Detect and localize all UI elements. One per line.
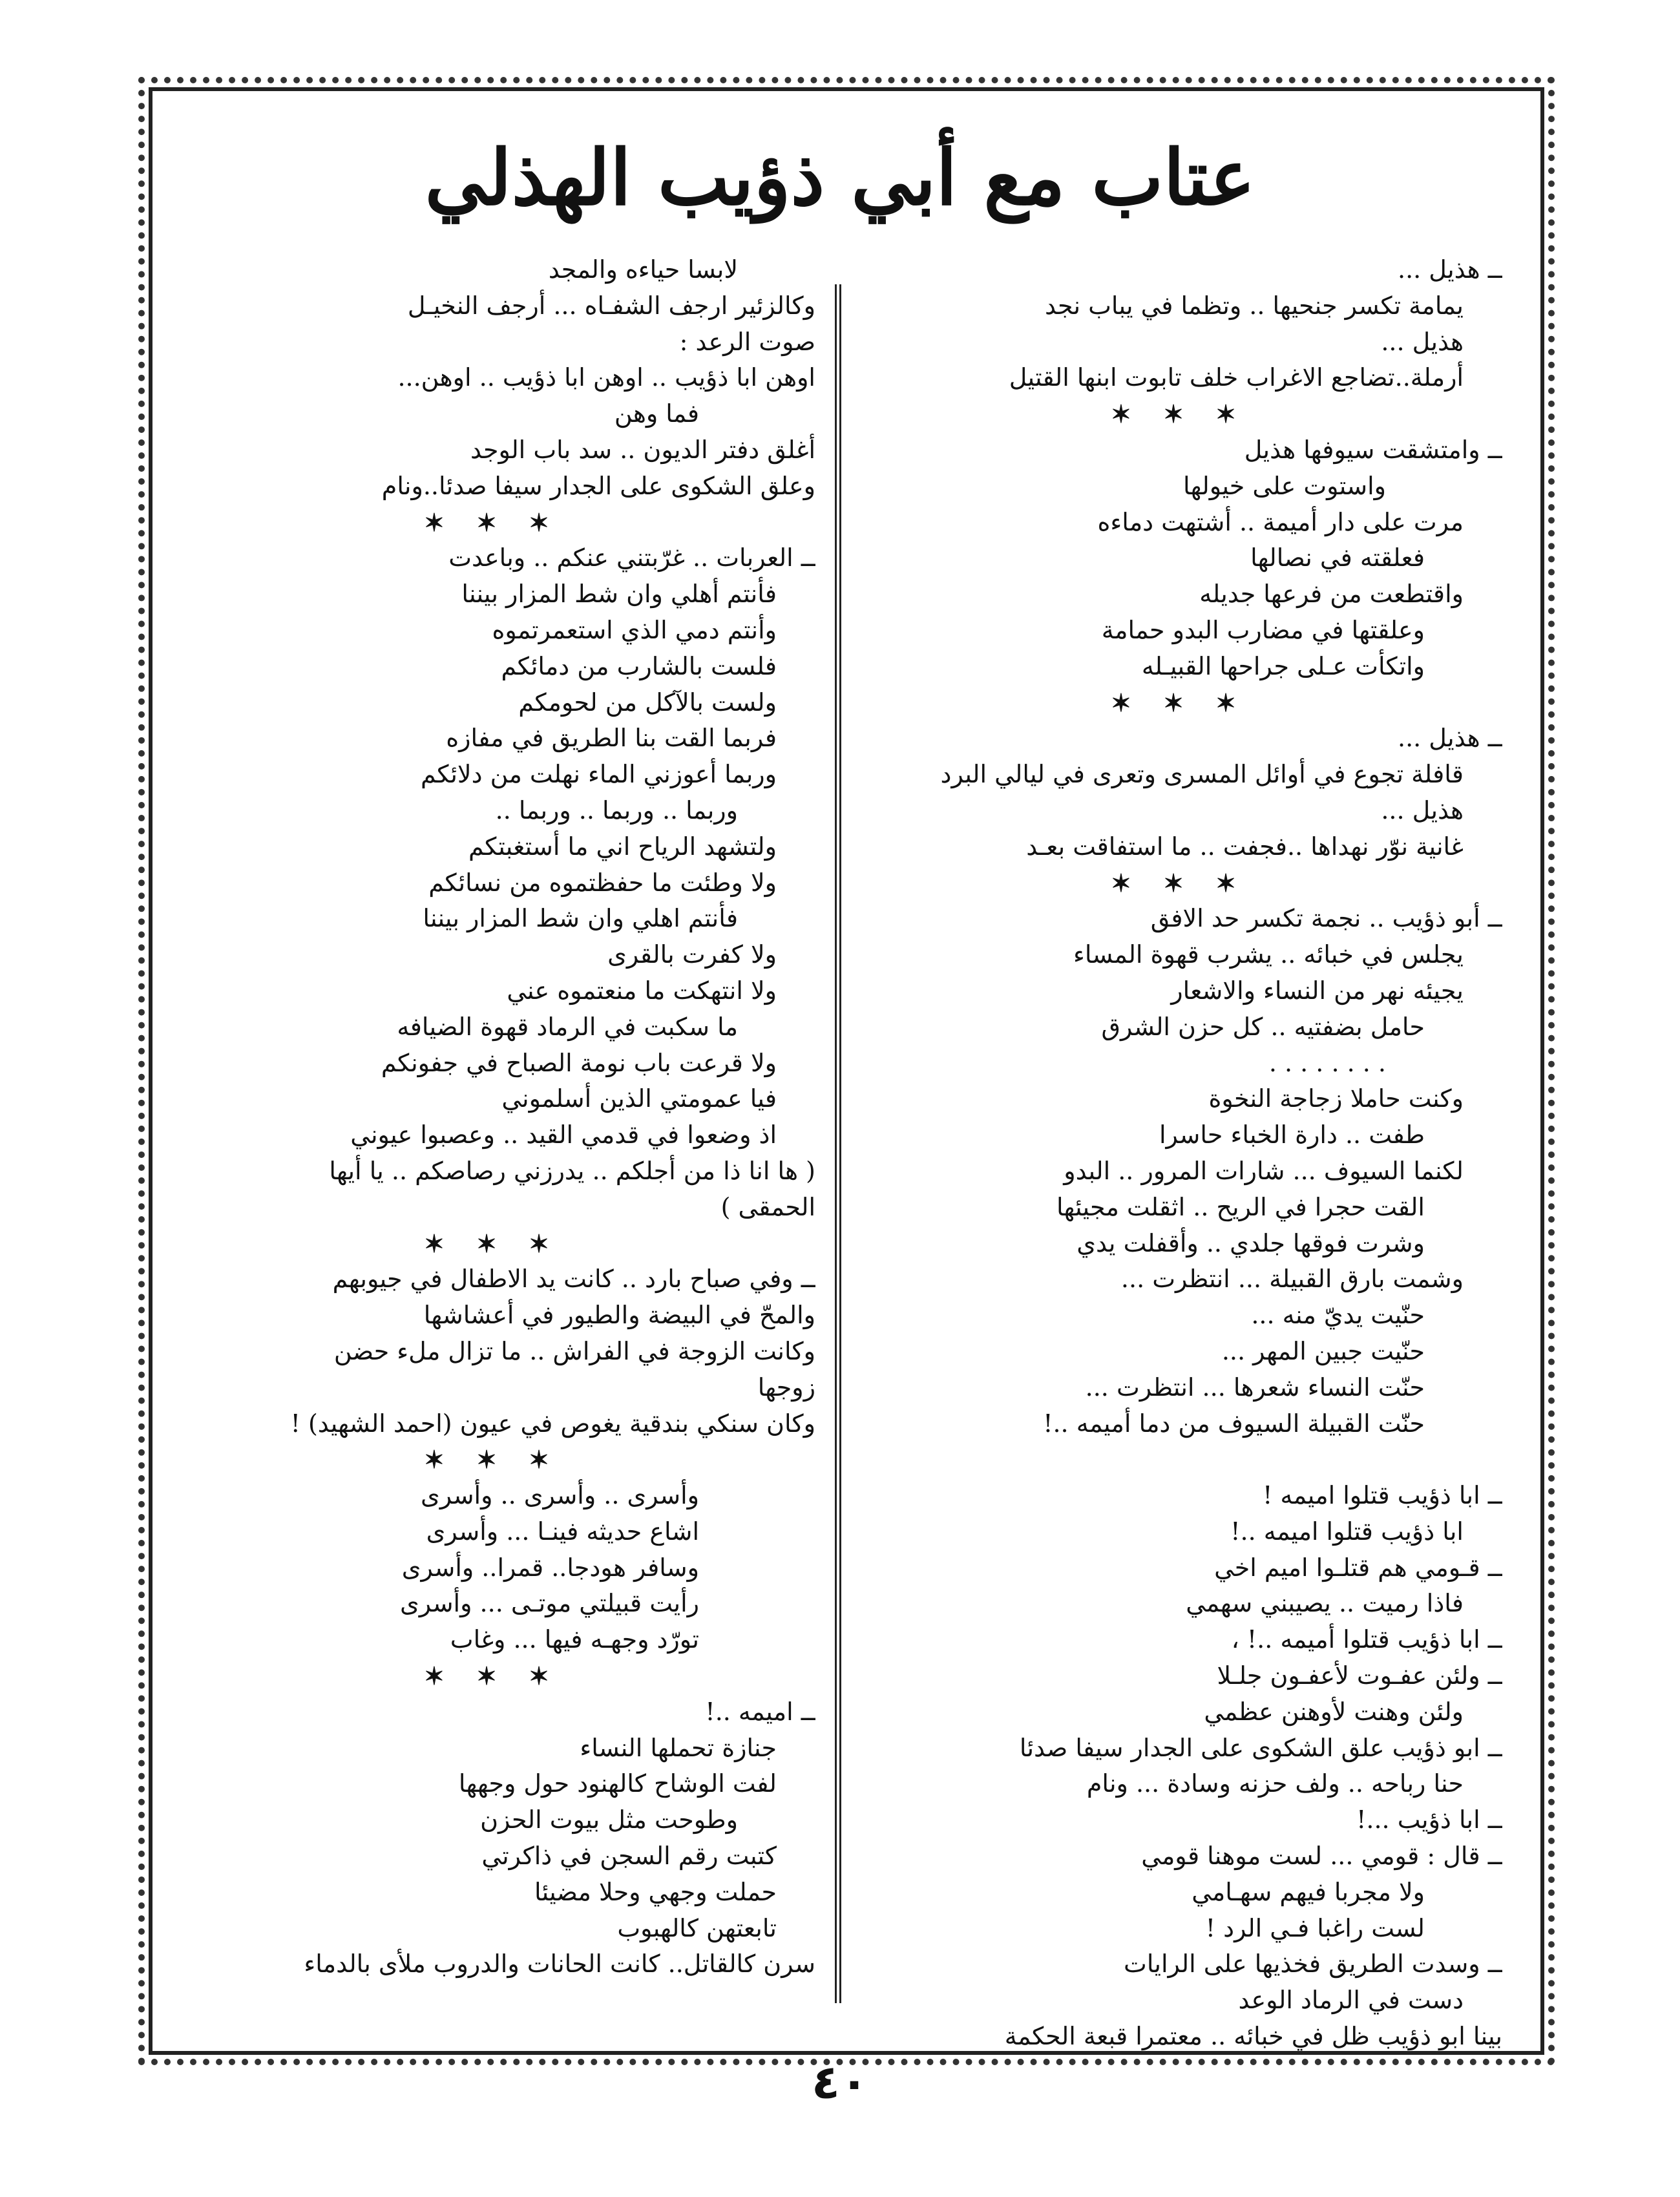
- section-separator-stars: ✶ ✶ ✶: [1111, 868, 1248, 898]
- poem-line: وعلقتها في مضارب البدو حمامة: [1101, 615, 1425, 644]
- poem-line: ابا ذؤيب قتلوا اميمه ..!: [1230, 1517, 1464, 1546]
- poem-line: فما وهن: [614, 399, 699, 428]
- poem-line: ما سكبت في الرماد قهوة الضيافه: [397, 1012, 738, 1041]
- poem-line: ولا قرعت باب نومة الصباح في جفونكم: [381, 1048, 777, 1077]
- poem-line: فعلقته في نصالها: [1250, 543, 1425, 573]
- poem-line: اوهن ابا ذؤيب .. اوهن ابا ذؤيب .. اوهن...: [397, 363, 815, 392]
- poem-line: هذيل ...: [1381, 327, 1464, 356]
- poem-line: ــ وسدت الطريق فخذيها على الرايات: [1124, 1950, 1502, 1979]
- poem-line: ــ أبو ذؤيب .. نجمة تكسر حد الافق: [1150, 904, 1502, 933]
- poem-line: أرملة..تضاجع الاغراب خلف تابوت ابنها القتيل: [1009, 363, 1464, 392]
- poem-line: ولا انتهكت ما منعتموه عني: [507, 976, 777, 1005]
- poem-line: بينا ابو ذؤيب ظل في خبائه .. معتمرا قبعة الحكمة: [1004, 2022, 1502, 2051]
- poem-line: وكانت الزوجة في الفراش .. ما تزال ملء حضن: [333, 1336, 815, 1365]
- poem-line: ــ العربات .. غرّبتني عنكم .. وباعدت: [448, 543, 815, 573]
- poem-line: يجيئه نهر من النساء والاشعار: [1171, 976, 1464, 1005]
- poem-line: غانية نوّر نهداها ..فجفت .. ما استفاقت بعـد: [1026, 832, 1464, 861]
- poem-line: والمحّ في البيضة والطيور في أعشاشها: [423, 1301, 815, 1330]
- poem-line: ( ها انا ذا من أجلكم .. يدرزني رصاصكم .. يا أيها: [329, 1156, 815, 1185]
- poem-line: حنّيت يديّ منه ...: [1251, 1301, 1425, 1330]
- poem-line: ــ قـومي هم قتلـوا اميم اخي: [1214, 1553, 1502, 1582]
- poem-line: ــ ولئن عفـوت لأعفـون جلـلا: [1217, 1661, 1502, 1690]
- poem-line: واتكأت عـلى جراحها القبيـله: [1141, 651, 1425, 680]
- poem-line: ــ ابا ذؤيب ...!: [1356, 1805, 1502, 1834]
- section-separator-stars: ✶ ✶ ✶: [424, 1445, 561, 1475]
- poem-line: وسافر هودجا.. قمرا.. وأسرى: [401, 1553, 699, 1582]
- poem-line: وعلق الشكوى على الجدار سيفا صدئا..ونام: [381, 471, 815, 500]
- page-number: ٤٠: [812, 2055, 868, 2109]
- column-divider: [835, 284, 841, 2003]
- poem-line: ــ هذيل ...: [1397, 255, 1502, 284]
- poem-line: ولست بالآكل من لحومكم: [518, 688, 777, 717]
- poem-line: ــ وفي صباح بارد .. كانت يد الاطفال في جيوبهم: [332, 1265, 815, 1294]
- poem-line: الحمقى ): [720, 1192, 815, 1221]
- poem-line: ــ اميمه ..!: [705, 1697, 815, 1726]
- poem-line: ــ هذيل ...: [1397, 724, 1502, 753]
- poem-line: وكالزئير ارجف الشفـاه ... أرجف النخيـل: [407, 291, 815, 320]
- poem-line: ولئن وهنت لأوهنن عظمي: [1204, 1697, 1464, 1726]
- poem-line: حنّت النساء شعرها ... انتظرت ...: [1085, 1372, 1425, 1402]
- poem-line: هذيل ...: [1381, 795, 1464, 825]
- poem-line: لكنما السيوف ... شارات المرور .. البدو: [1064, 1156, 1464, 1185]
- poem-line: وكنت حاملا زجاجة النخوة: [1208, 1084, 1464, 1113]
- right-column: [856, 252, 1502, 2055]
- section-separator-stars: ✶ ✶ ✶: [1111, 399, 1248, 429]
- poem-line: مرت على دار أميمة .. أشتهت دماءه: [1097, 507, 1464, 536]
- poem-line: فأنتم أهلي وان شط المزار بيننا: [461, 580, 777, 609]
- poem-line: ولا وطئت ما حفظتموه من نسائكم: [428, 868, 777, 897]
- poem-line: واقتطعت من فرعها جديله: [1199, 580, 1464, 609]
- poem-line: ــ ابو ذؤيب علق الشكوى على الجدار سيفا صدئا: [1019, 1733, 1502, 1762]
- poem-line: لابسا حياءه والمجد: [548, 255, 738, 284]
- left-column: [169, 252, 815, 1982]
- poem-line: تابعتهن كالهبوب: [617, 1913, 777, 1942]
- poem-line: وأسرى .. وأسرى .. وأسرى: [420, 1481, 699, 1510]
- poem-line: دست في الرماد الوعد: [1238, 1986, 1464, 2015]
- poem-line: زوجها: [757, 1372, 815, 1402]
- poem-line: طفت .. دارة الخباء حاسرا: [1159, 1120, 1425, 1150]
- poem-line: أغلق دفتر الديون .. سد باب الوجد: [470, 435, 815, 464]
- poem-line: فأنتم اهلي وان شط المزار بيننا: [423, 904, 738, 933]
- poem-line: ولا كفرت بالقرى: [607, 940, 777, 969]
- poem-line: وكان سنكي بندقية يغوص في عيون (احمد الشهيد) !: [290, 1409, 815, 1438]
- poem-line: ــ ابا ذؤيب قتلوا أميمه ..! ،: [1231, 1625, 1502, 1654]
- poem-line: اشاع حديثه فينـا ... وأسرى: [426, 1517, 699, 1546]
- section-separator-stars: ✶ ✶ ✶: [424, 1661, 561, 1691]
- section-separator-stars: ✶ ✶ ✶: [424, 507, 561, 537]
- poem-line: وشمت بارق القبيلة ... انتظرت ...: [1120, 1265, 1464, 1294]
- poem-line: حنّيت جبين المهر ...: [1221, 1336, 1425, 1365]
- poem-line: فربما القت بنا الطريق في مفازه: [446, 724, 777, 753]
- poem-line: واستوت على خيولها: [1183, 471, 1386, 500]
- poem-line: كتبت رقم السجن في ذاكرتي: [481, 1842, 777, 1871]
- poem-line: ــ وامتشقت سيوفها هذيل: [1244, 435, 1502, 464]
- poem-line: تورّد وجهـه فيها ... وغاب: [450, 1625, 699, 1654]
- poem-line: فلست بالشارب من دمائكم: [501, 651, 777, 680]
- poem-line: لست راغبا فـي الرد !: [1205, 1913, 1425, 1942]
- poem-line: وطوحت مثل بيوت الحزن: [480, 1805, 738, 1834]
- poem-line: رأيت قبيلتي موتـى ... وأسرى: [400, 1589, 699, 1618]
- poem-line: سرن كالقاتل.. كانت الحانات والدروب ملأى بالدماء: [304, 1950, 815, 1979]
- poem-line: فاذا رميت .. يصيبني سهمي: [1186, 1589, 1464, 1618]
- poem-line: وأنتم دمي الذي استعمرتموه: [492, 615, 777, 644]
- poem-line: حملت وجهي وحلا مضيئا: [534, 1877, 777, 1906]
- section-separator-stars: ✶ ✶ ✶: [424, 1228, 561, 1258]
- poem-line: [856, 1442, 1502, 1478]
- poem-line: وربما .. وربما .. وربما ..: [495, 795, 738, 825]
- poem-line: قافلة تجوع في أوائل المسرى وتعرى في ليالي البرد: [940, 760, 1464, 789]
- poem-line: يجلس في خبائه .. يشرب قهوة المساء: [1073, 940, 1464, 969]
- poem-title: عتاب مع أبي ذؤيب الهذلي: [425, 132, 1255, 222]
- poem-line: حنّت القبيلة السيوف من دما أميمه ..!: [1043, 1409, 1425, 1438]
- poem-line: صوت الرعد :: [679, 327, 815, 356]
- poem-line: ولتشهد الرياح اني ما أستغبتكم: [468, 832, 777, 861]
- poem-line: جنازة تحملها النساء: [580, 1733, 777, 1762]
- poem-line: ولا مجربا فيهم سهـامي: [1192, 1877, 1425, 1906]
- poem-line: فيا عمومتي الذين أسلموني: [501, 1084, 777, 1113]
- poem-line: ــ قال : قومي ... لست موهنا قومي: [1141, 1842, 1502, 1871]
- poem-line: اذ وضعوا في قدمي القيد .. وعصبوا عيوني: [350, 1120, 777, 1150]
- poem-line: وشرت فوقها جلدي .. وأقفلت يدي: [1076, 1228, 1425, 1257]
- poem-line: لفت الوشاح كالهنود حول وجهها: [458, 1769, 777, 1798]
- poem-line: القت حجرا في الريح .. اثقلت مجيئها: [1056, 1192, 1425, 1221]
- poem-line: ــ ابا ذؤيب قتلوا اميمه !: [1263, 1481, 1502, 1510]
- section-separator-stars: ✶ ✶ ✶: [1111, 688, 1248, 717]
- poem-line: حنا رباحه .. ولف حزنه وسادة ... ونام: [1086, 1769, 1464, 1798]
- poem-line: وربما أعوزني الماء نهلت من دلائكم: [421, 760, 777, 789]
- poem-line: حامل بضفتيه .. كل حزن الشرق: [1101, 1012, 1425, 1041]
- poem-line: . . . . . . . .: [1268, 1048, 1386, 1077]
- poem-line: يمامة تكسر جنحيها .. وتظما في يباب نجد: [1045, 291, 1464, 320]
